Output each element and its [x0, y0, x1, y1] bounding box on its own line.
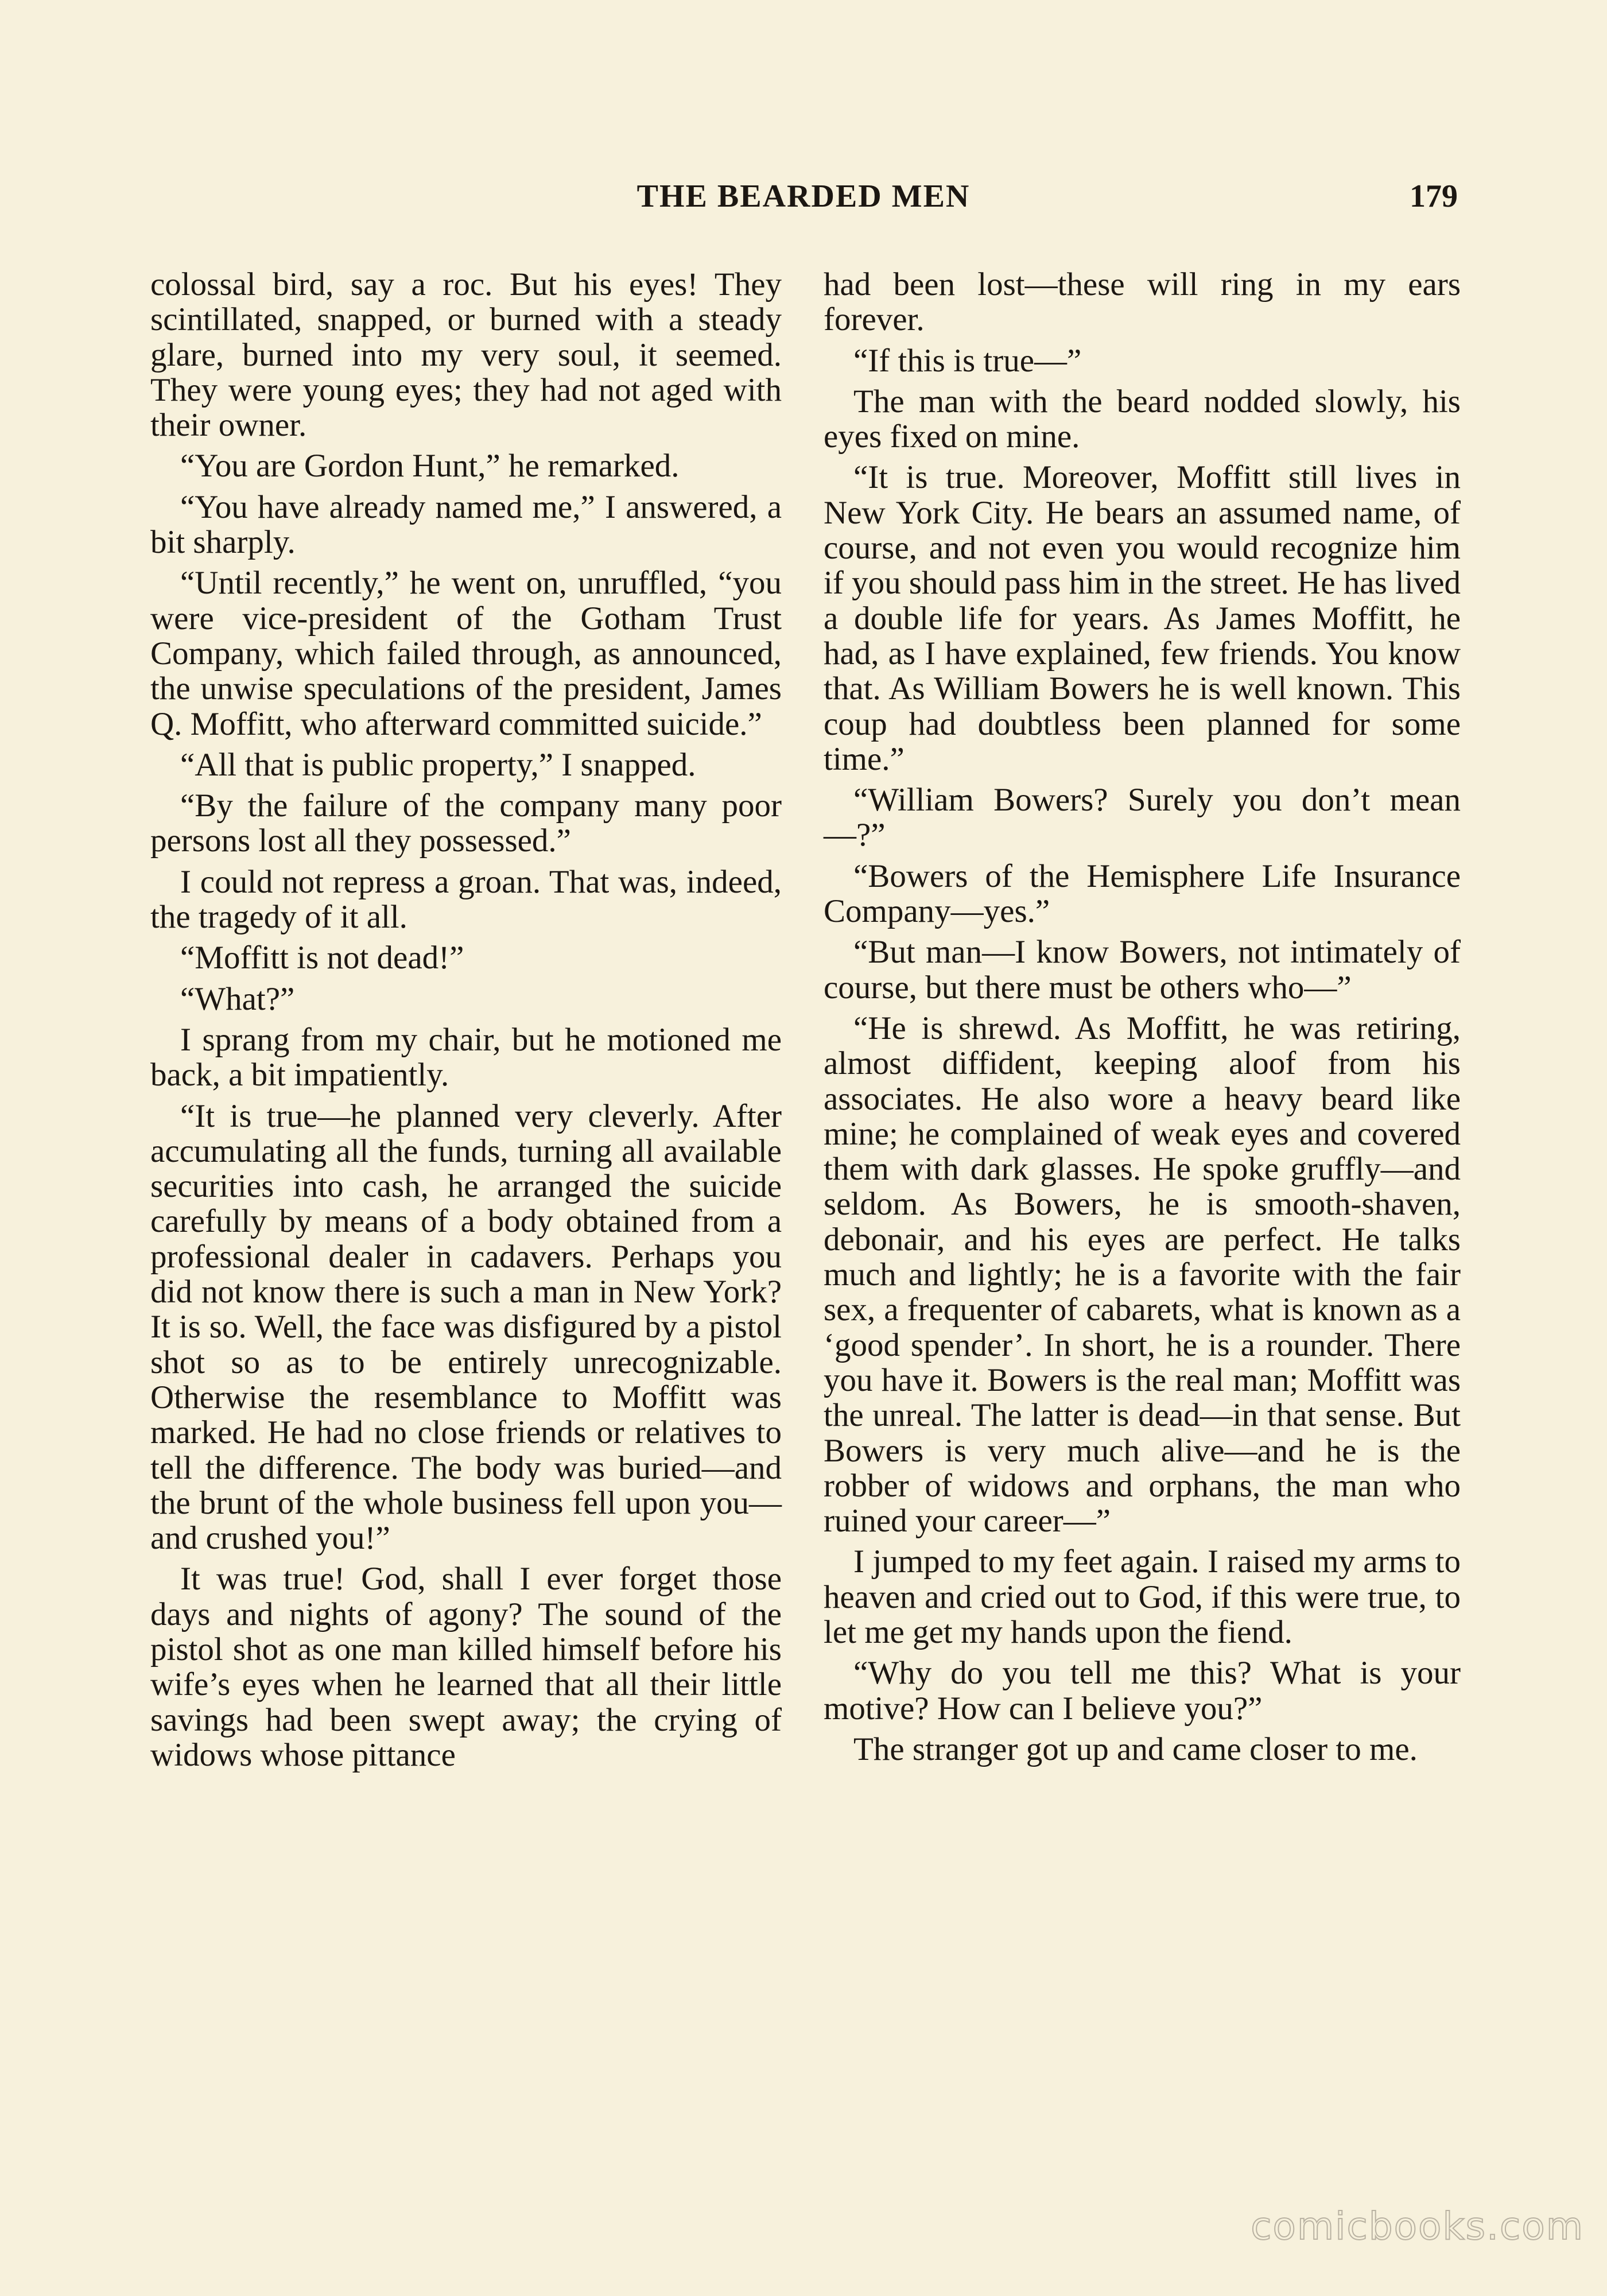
paragraph: The stranger got up and came closer to me. — [853, 1731, 1418, 1767]
text-column-left — [150, 267, 782, 1778]
paragraph: I could not repress a groan. That was, indeed, the tragedy of it all. — [150, 863, 782, 936]
paragraph: “It is true. Moreover, Moffitt still lives in New York City. He bears an assumed name, of course, and not even you would recognize him if you should pass him in the street. He has lived a double life for years. As James Moffitt, he had, as I have explained, few friends. You know that. As William Bowers he is well known. This coup had doubtless been planned for some time.” — [824, 459, 1461, 777]
paragraph: “Why do you tell me this? What is your motive? How can I believe you?” — [824, 1655, 1461, 1727]
paragraph: “But man—I know Bowers, not intimately of course, but there must be others who—” — [824, 934, 1461, 1006]
paragraph: had been lost—these will ring in my ears forever. — [824, 266, 1461, 338]
paragraph: “You have already named me,” I answered, a bit sharply. — [150, 488, 782, 561]
paragraph: “What?” — [180, 980, 295, 1017]
paragraph: “By the failure of the company many poor persons lost all they possessed.” — [150, 788, 782, 859]
watermark: comicbooks.com — [1251, 2204, 1584, 2248]
paragraph: “If this is true—” — [853, 342, 1082, 379]
paragraph: The man with the beard nodded slowly, his eyes fixed on mine. — [824, 383, 1461, 455]
running-title: THE BEARDED MEN — [636, 179, 971, 214]
paragraph: I jumped to my feet again. I raised my arms to heaven and cried out to God, if this were true, to let me get my hands upon the fiend. — [824, 1543, 1461, 1650]
paragraph: “Moffitt is not dead!” — [180, 940, 464, 976]
paragraph: “Until recently,” he went on, unruffled, “you were vice-president of the Gotham Trust Company, which failed through, as announced, the unwise speculations of the president, James Q. Moffitt, who afterward committed suicide.” — [150, 565, 782, 742]
paragraph: It was true! God, shall I ever forget those days and nights of agony? The sound of the pistol shot as one man killed himself before his wife’s eyes when he learned that all their little savings had been swept away; the crying of widows whose pittance — [150, 1561, 782, 1773]
paragraph: “William Bowers? Surely you don’t mean—?” — [824, 782, 1461, 854]
paragraph: I sprang from my chair, but he motioned me back, a bit impatiently. — [150, 1021, 782, 1093]
paragraph: “All that is public property,” I snapped. — [180, 746, 696, 783]
paragraph: “It is true—he planned very cleverly. After accumulating all the funds, turning all available securities into cash, he arranged the suicide carefully by means of a body obtained from a professional dealer in cadavers. Perhaps you did not know there is such a man in New York? It is so. Well, the face was disfigured by a pistol shot so as to be entirely unrecognizable. Otherwise the resemblance to Moffitt was marked. He had no close friends or relatives to tell the difference. The body was buried—and the brunt of the whole business fell upon you—and crushed you!” — [150, 1097, 782, 1557]
paragraph: “He is shrewd. As Moffitt, he was retiring, almost diffident, keeping aloof from his associates. He also wore a heavy beard like mine; he complained of weak eyes and covered them with dark glasses. He spoke gruffly—and seldom. As Bowers, he is smooth-shaven, debonair, and his eyes are perfect. He talks much and lightly; he is a favorite with the fair sex, a frequenter of cabarets, what is known as a ‘good spender’. In short, he is a rounder. There you have it. Bowers is the real man; Moffitt was the unreal. The latter is dead—in that sense. But Bowers is very much alive—and he is the robber of widows and orphans, the man who ruined your career—” — [824, 1010, 1461, 1539]
paragraph: “Bowers of the Hemisphere Life Insurance Company—yes.” — [824, 858, 1461, 930]
paragraph: “You are Gordon Hunt,” he remarked. — [180, 448, 680, 484]
paragraph: colossal bird, say a roc. But his eyes! They scintillated, snapped, or burned with a steady glare, burned into my very soul, it seemed. They were young eyes; they had not aged with their owner. — [150, 266, 782, 444]
text-column-right — [824, 267, 1461, 1773]
page-number: 179 — [1410, 179, 1458, 214]
